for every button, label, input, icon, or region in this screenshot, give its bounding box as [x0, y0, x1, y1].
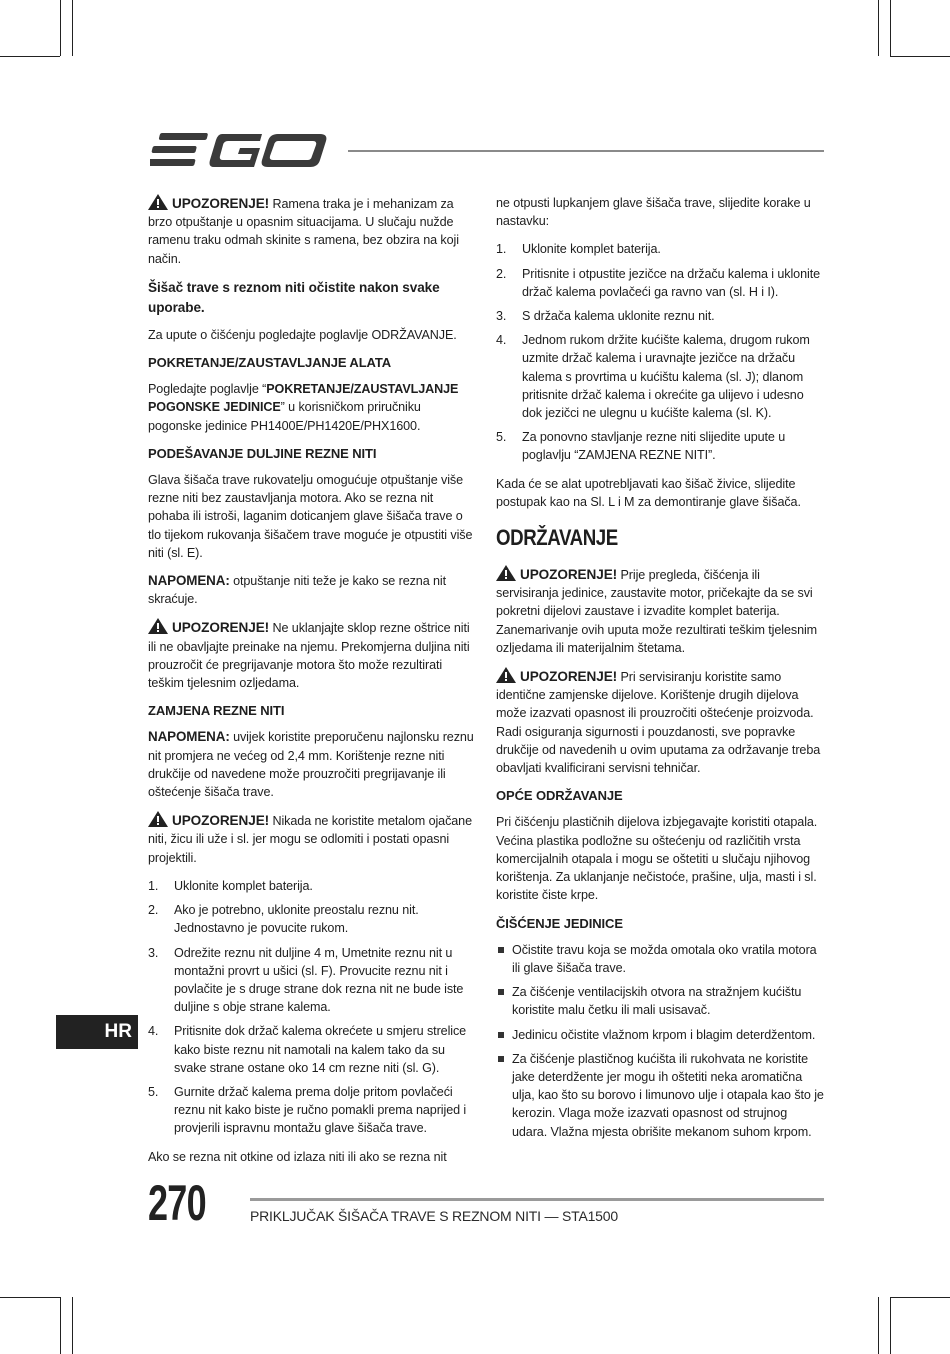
square-bullet-icon	[498, 989, 504, 995]
list-item	[148, 944, 474, 1017]
step-text: Ako je potrebno, uklonite preostalu reznu nit. Jednostavno je povucite rukom.	[174, 903, 419, 936]
warning-text: Nikada ne koristite metalom ojačane niti, žicu ili uže i sl. jer mogu se odlomiti i postati opasni projektili.	[148, 814, 472, 865]
step-number: 3.	[148, 945, 159, 960]
crop-mark	[890, 1297, 950, 1298]
step-number: 1.	[148, 878, 159, 893]
chapter-title: ODRŽAVANJE	[496, 525, 618, 551]
crop-mark	[878, 0, 879, 56]
warning-triangle-icon	[148, 194, 168, 210]
section-heading: Šišač trave s reznom niti očistite nakon svake uporabe.	[148, 279, 440, 315]
body-text: Kada će se alat upotrebljavati kao šišač živice, slijedite postupak kao na Sl. L i M za demontiranje glave šišača.	[496, 476, 801, 509]
warning-text: Prije pregleda, čišćenja ili servisiranja jedinice, zaustavite motor, pričekajte da se svi pokretni dijelovi zaustave i izvadite komplet baterija. Zanemarivanje ovih uputa može rezultirati teškim tjelesnim ozljedama ili materijalnim štetama.	[496, 568, 818, 655]
list-item	[148, 877, 474, 895]
list-item	[148, 1083, 474, 1138]
list-item	[496, 1026, 824, 1044]
footer-rule	[250, 1198, 824, 1201]
note-label: NAPOMENA:	[148, 729, 230, 745]
step-number: 1.	[496, 242, 507, 257]
warning-paragraph	[148, 194, 474, 268]
text-bold: POKRETANJE/ZAUSTAVLJANJE POGONSKE JEDINICE	[148, 382, 459, 415]
list-item	[496, 428, 824, 464]
step-number: 5.	[148, 1084, 159, 1099]
warning-paragraph	[148, 618, 474, 692]
bullet-text: Očistite travu koja se možda omotala oko vratila motora ili glave šišača trave.	[512, 942, 817, 975]
crop-mark	[890, 0, 891, 56]
body-text: Za upute o čišćenju pogledajte poglavlje ODRŽAVANJE.	[148, 327, 457, 342]
warning-label: UPOZORENJE!	[520, 669, 618, 685]
steps-list	[496, 240, 824, 464]
text-part: ” u korisničkom priručniku pogonske jedinice PH1400E/PH1420E/PHX1600.	[148, 400, 421, 433]
bullet-list	[496, 941, 824, 1141]
section-heading: ČIŠĆENJE JEDINICE	[496, 915, 623, 931]
warning-paragraph	[496, 667, 824, 777]
crop-mark	[0, 56, 60, 57]
steps-list	[148, 877, 474, 1138]
warning-triangle-icon	[148, 618, 168, 634]
crop-mark	[878, 1297, 879, 1354]
crop-mark	[890, 1297, 891, 1354]
list-item	[496, 240, 824, 258]
warning-label: UPOZORENJE!	[520, 567, 618, 583]
bullet-text: Jedinicu očistite vlažnom krpom i blagim deterdžentom.	[512, 1027, 816, 1042]
list-item	[496, 983, 824, 1019]
left-column	[148, 194, 474, 1176]
warning-triangle-icon	[148, 811, 168, 827]
warning-triangle-icon	[496, 565, 516, 581]
list-item	[496, 941, 824, 977]
warning-paragraph	[496, 565, 824, 657]
step-text: Jednom rukom držite kućište kalema, drugom rukom uzmite držač kalema i uravnajte jezičce na držaču kalema s provrtima u kućištu kalema (sl. J); dlanom pritisnite držač kalema i okrećite ga ulijevo i udesno dok jezičci ne ulegnu u kućište kalema (sl. K).	[522, 333, 810, 421]
list-item	[496, 331, 824, 422]
step-text: Za ponovno stavljanje rezne niti slijedite upute u poglavlju “ZAMJENA REZNE NITI”.	[522, 430, 786, 463]
body-text: Glava šišača trave rukovatelju omogućuje otpuštanje više rezne niti bez zaustavljanja motora. Ako se rezna nit pohaba ili istroši, laganim doticanjem glave šišača trave o tlo tijekom rukovanja šišačem trave moguće je otpustiti više niti (sl. E).	[148, 473, 473, 560]
warning-label: UPOZORENJE!	[172, 813, 270, 829]
step-number: 2.	[148, 903, 159, 918]
step-text: Pritisnite dok držač kalema okrećete u smjeru strelice kako biste reznu nit namotali na kalem tako da su svake strane ostane oko 14 cm rezne niti (sl. G).	[174, 1024, 467, 1075]
step-number: 4.	[496, 333, 507, 348]
crop-mark	[0, 1297, 60, 1298]
crop-mark	[72, 1297, 73, 1354]
warning-text: Ne uklanjajte sklop rezne oštrice niti ili ne obavljajte preinake na njemu. Prekomjerna duljina niti prouzročit će pregrijavanje motora što može rezultirati teškim tjelesnim ozljedama.	[148, 621, 470, 691]
step-text: Uklonite komplet baterija.	[522, 242, 661, 257]
note-text: otpuštanje niti teže je kako se rezna nit skraćuje.	[148, 574, 447, 607]
warning-paragraph	[148, 811, 474, 867]
body-text: Ako se rezna nit otkine od izlaza niti ili ako se rezna nit	[148, 1149, 447, 1164]
warning-triangle-icon	[496, 667, 516, 683]
list-item	[496, 1050, 824, 1141]
section-heading: OPĆE ODRŽAVANJE	[496, 788, 623, 804]
list-item	[148, 1022, 474, 1077]
step-number: 4.	[148, 1024, 159, 1039]
section-heading: PODEŠAVANJE DULJINE REZNE NITI	[148, 445, 377, 461]
warning-text: Pri servisiranju koristite samo identične zamjenske dijelove. Korištenje drugih dijelova može izazvati opasnost ili prouzročiti oštećenje proizvoda. Radi osiguranja sigurnosti i pouzdanosti, sve popravke drukčije od navedenih u ovim uputama za održavanje treba obavljati kvalificirani servisni tehničar.	[496, 670, 821, 776]
step-text: Odrežite reznu nit duljine 4 m, Umetnite reznu nit u montažni provrt u ušici (sl. F). Provucite reznu nit i povlačite je s druge strane dok rezna nit ne bude iste duljine s obje strane kalema.	[174, 945, 464, 1015]
right-column	[496, 194, 824, 1147]
step-text: Pritisnite i otpustite jezičce na držaču kalema i uklonite držač kalema povlačeći ga ravno van (sl. H i I).	[522, 266, 820, 299]
note-paragraph	[148, 728, 474, 801]
page-number: 270	[148, 1175, 206, 1231]
step-number: 2.	[496, 266, 507, 281]
list-item	[148, 901, 474, 937]
step-text: Gurnite držač kalema prema dolje pritom povlačeći reznu nit kako biste je ručno pomakli prema naprijed i provjerili ispravnu montažu glave šišača trave.	[174, 1084, 467, 1136]
warning-text: Ramena traka je i mehanizam za brzo otpuštanje u opasnim situacijama. U slučaju nužde ramenu traku odmah skinite s ramena, bez obzira na koji način.	[148, 197, 459, 266]
crop-mark	[72, 0, 73, 56]
body-text	[148, 380, 474, 435]
crop-mark	[60, 1297, 61, 1354]
footer-title: PRIKLJUČAK ŠIŠAČA TRAVE S REZNOM NITI — STA1500	[250, 1208, 618, 1224]
section-heading: POKRETANJE/ZAUSTAVLJANJE ALATA	[148, 355, 392, 371]
square-bullet-icon	[498, 1032, 504, 1038]
warning-label: UPOZORENJE!	[172, 620, 270, 636]
body-text: ne otpusti lupkanjem glave šišača trave, slijedite korake u nastavku:	[496, 196, 811, 229]
square-bullet-icon	[498, 947, 504, 953]
bullet-text: Za čišćenje ventilacijskih otvora na stražnjem kućištu koristite malu četku ili mali usisavač.	[512, 985, 802, 1018]
bullet-text: Za čišćenje plastičnog kućišta ili rukohvata ne koristite jake deterdžente jer mogu ih oštetiti neka aromatična ulja, kao što su borovo i limunovo ulje i otapala kao što je kerozin. Vlaga može izazvati opasnost od strujnog udara. Vlažna mjesta obrišite mekanom suhom krpom.	[512, 1051, 824, 1139]
crop-mark	[890, 56, 950, 57]
list-item	[496, 265, 824, 301]
section-heading: ZAMJENA REZNE NITI	[148, 703, 285, 719]
body-text: Pri čišćenju plastičnih dijelova izbjegavajte koristiti otapala. Većina plastika podložne su oštećenju od različitih vrsta komercijalnih otapala i mogu se oštetiti u slučaju njihovog korištenja. Za uklanjanje nečistoće, prašine, ulja, masti i sl. koristite čiste krpe.	[496, 815, 818, 903]
step-number: 5.	[496, 430, 507, 445]
warning-label: UPOZORENJE!	[172, 196, 270, 211]
note-text: uvijek koristite preporučenu najlonsku reznu nit promjera ne većeg od 2,4 mm. Korištenje rezne niti drukčije od navedene može prouzročiti pregrijavanje ili oštećenje šišača trave.	[148, 730, 474, 800]
header-rule	[348, 150, 824, 152]
language-tab: HR	[56, 1015, 138, 1049]
step-text: Uklonite komplet baterija.	[174, 878, 313, 893]
step-number: 3.	[496, 309, 507, 324]
square-bullet-icon	[498, 1056, 504, 1062]
ego-logo	[150, 128, 332, 177]
step-text: S držača kalema uklonite reznu nit.	[522, 309, 715, 324]
text-part: Pogledajte poglavlje “	[148, 382, 267, 397]
note-paragraph	[148, 572, 474, 608]
crop-mark	[60, 0, 61, 56]
note-label: NAPOMENA:	[148, 573, 230, 589]
list-item	[496, 307, 824, 325]
